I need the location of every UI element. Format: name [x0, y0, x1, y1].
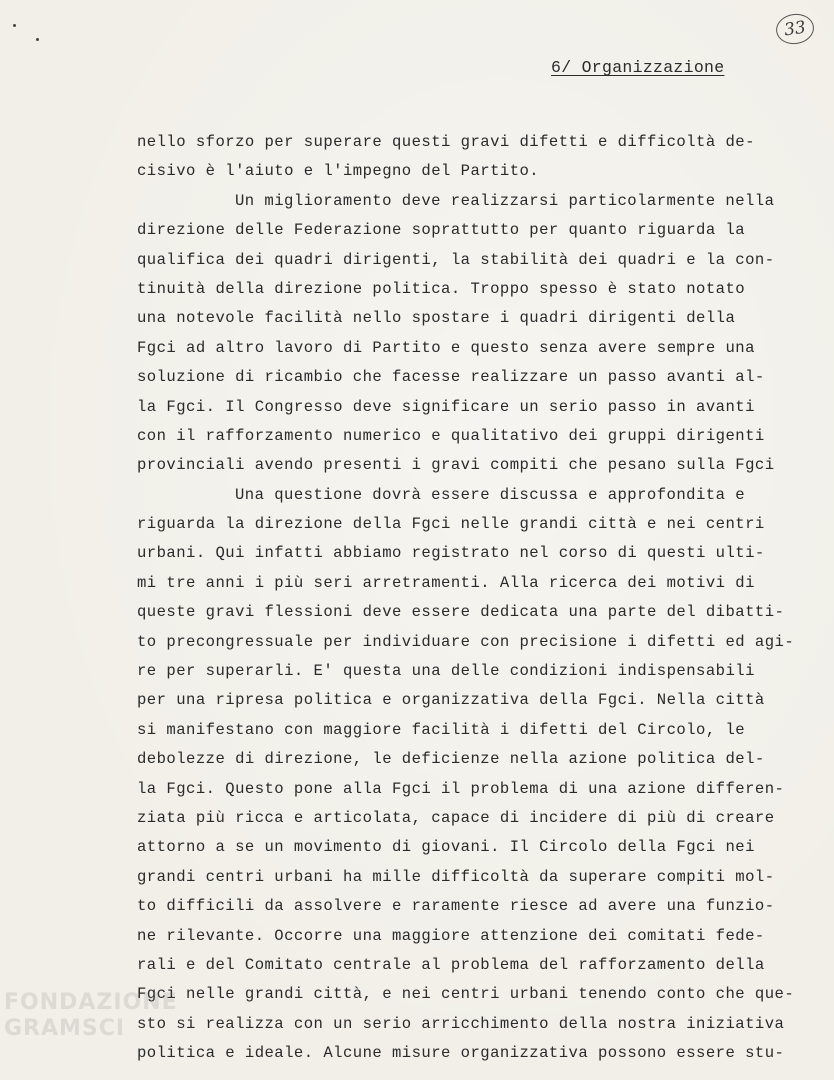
text-line: ziata più ricca e articolata, capace di incidere di più di creare	[137, 808, 775, 827]
text-line: direzione delle Federazione soprattutto per quanto riguarda la	[137, 221, 746, 240]
body-text	[137, 128, 795, 1069]
text-line: politica e ideale. Alcune misure organizzativa possono essere stu-	[137, 1044, 785, 1063]
paper-speck	[36, 38, 39, 41]
text-line: mi tre anni i più seri arretramenti. Alla ricerca dei motivi di	[137, 573, 755, 592]
section-heading: 6/ Organizzazione	[551, 58, 725, 77]
text-line: la Fgci. Il Congresso deve significare un serio passo in avanti	[137, 397, 755, 416]
text-line: ne rilevante. Occorre una maggiore attenzione dei comitati fede-	[137, 926, 765, 945]
text-line: attorno a se un movimento di giovani. Il Circolo della Fgci nei	[137, 838, 755, 857]
page-number-stamp: 33	[774, 12, 816, 47]
text-line: cisivo è l'aiuto e l'impegno del Partito.	[137, 162, 540, 181]
text-line: re per superarli. E' questa una delle condizioni indispensabili	[137, 662, 755, 681]
text-line: Fgci ad altro lavoro di Partito e questo senza avere sempre una	[137, 338, 755, 357]
text-line: Un miglioramento deve realizzarsi particolarmente nella	[235, 191, 775, 210]
text-line: con il rafforzamento numerico e qualitativo dei gruppi dirigenti	[137, 426, 765, 445]
paper-speck	[13, 24, 16, 27]
watermark-line-1: FONDAZIONE	[4, 990, 178, 1015]
text-line: Fgci nelle grandi città, e nei centri urbani tenendo conto che que-	[137, 985, 795, 1004]
text-line: Una questione dovrà essere discussa e approfondita e	[235, 485, 746, 504]
watermark-line-2: GRAMSCI	[4, 1016, 126, 1041]
text-line: to precongressuale per individuare con precisione i difetti ed agi-	[137, 632, 795, 651]
text-line: queste gravi flessioni deve essere dedicata una parte del dibatti-	[137, 603, 785, 622]
text-line: provinciali avendo presenti i gravi compiti che pesano sulla Fgci	[137, 456, 775, 475]
text-line: una notevole facilità nello spostare i quadri dirigenti della	[137, 309, 736, 328]
text-line: qualifica dei quadri dirigenti, la stabilità dei quadri e la con-	[137, 250, 775, 269]
text-line: riguarda la direzione della Fgci nelle grandi città e nei centri	[137, 515, 765, 534]
text-line: grandi centri urbani ha mille difficoltà da superare compiti mol-	[137, 867, 775, 886]
text-line: sto si realizza con un serio arricchimento della nostra iniziativa	[137, 1014, 785, 1033]
text-line: si manifestano con maggiore facilità i difetti del Circolo, le	[137, 720, 746, 739]
text-line: per una ripresa politica e organizzativa della Fgci. Nella città	[137, 691, 765, 710]
text-line: debolezze di direzione, le deficienze nella azione politica del-	[137, 750, 765, 769]
archive-watermark	[4, 990, 178, 1042]
text-line: soluzione di ricambio che facesse realizzare un passo avanti al-	[137, 368, 765, 387]
text-line: nello sforzo per superare questi gravi difetti e difficoltà de-	[137, 133, 755, 151]
text-line: to difficili da assolvere e raramente riesce ad avere una funzio-	[137, 897, 775, 916]
text-line: rali e del Comitato centrale al problema del rafforzamento della	[137, 955, 765, 974]
text-line: la Fgci. Questo pone alla Fgci il problema di una azione differen-	[137, 779, 785, 798]
text-line: tinuità della direzione politica. Troppo spesso è stato notato	[137, 279, 746, 298]
text-line: urbani. Qui infatti abbiamo registrato nel corso di questi ulti-	[137, 544, 765, 563]
